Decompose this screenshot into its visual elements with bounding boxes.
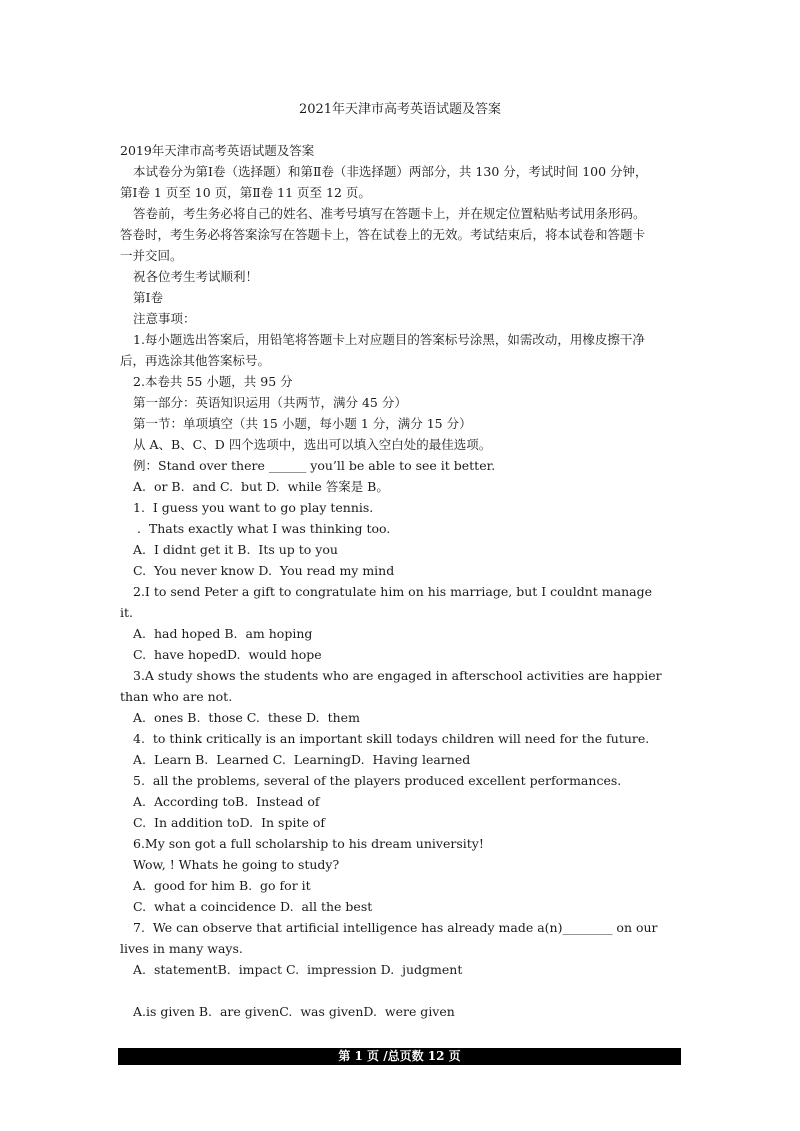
blank-line xyxy=(120,980,680,1001)
text-line: C. In addition toD. In spite of xyxy=(133,815,325,830)
text-line: 7. We can observe that artificial intelligence has already made a(n)________ on our xyxy=(133,920,658,935)
text-line: 第Ⅰ卷 xyxy=(133,290,163,305)
text-line: 注意事项： xyxy=(133,311,196,326)
text-line: 答卷前，考生务必将自己的姓名、准考号填写在答题卡上，并在规定位置粘贴考试用条形码。 xyxy=(133,206,646,221)
text-line: 1. I guess you want to go play tennis. xyxy=(133,500,374,515)
page-footer: 第 1 页 /总页数 12 页 xyxy=(118,1048,681,1065)
text-line: 2.本卷共 55 小题，共 95 分 xyxy=(133,374,293,389)
text-line: A. good for him B. go for it xyxy=(133,878,311,893)
text-line: 第一节：单项填空（共 15 小题，每小题 1 分，满分 15 分） xyxy=(133,416,472,431)
text-line: 1.每小题选出答案后，用铅笔将答题卡上对应题目的答案标号涂黑，如需改动，用橡皮擦干净 xyxy=(133,332,645,347)
text-line: 5. all the problems, several of the players produced excellent performances. xyxy=(133,773,622,788)
text-line: it. xyxy=(120,605,133,620)
text-line: 第一部分：英语知识运用（共两节，满分 45 分） xyxy=(133,395,407,410)
text-line: 4. to think critically is an important skill todays children will need for the future. xyxy=(133,731,650,746)
text-line: A. I didnt get it B. Its up to you xyxy=(133,542,338,557)
text-line: . Thats exactly what I was thinking too. xyxy=(133,521,391,536)
text-line: A. ones B. those C. these D. them xyxy=(133,710,360,725)
text-line: 后，再选涂其他答案标号。 xyxy=(120,353,271,368)
text-line: 从 A、B、C、D 四个选项中，选出可以填入空白处的最佳选项。 xyxy=(133,437,492,452)
text-line: 2019年天津市高考英语试题及答案 xyxy=(120,143,315,158)
text-line: A. or B. and C. but D. while 答案是 B。 xyxy=(133,479,389,494)
text-line: than who are not. xyxy=(120,689,233,704)
text-line: lives in many ways. xyxy=(120,941,243,956)
text-line: 一并交回。 xyxy=(120,248,183,263)
document-title: 2021年天津市高考英语试题及答案 xyxy=(298,102,502,117)
text-line: 3.A study shows the students who are engaged in afterschool activities are happier xyxy=(133,668,662,683)
text-line: 本试卷分为第Ⅰ卷（选择题）和第Ⅱ卷（非选择题）两部分，共 130 分，考试时间 100 分钟， xyxy=(133,164,648,179)
text-line: 答卷时，考生务必将答案涂写在答题卡上，答在试卷上的无效。考试结束后，将本试卷和答题卡 xyxy=(120,227,646,242)
text-line: 例：Stand over there ______ you’ll be able to see it better. xyxy=(133,458,496,473)
text-line: 6.My son got a full scholarship to his dream university! xyxy=(133,836,484,851)
text-line: 祝各位考生考试顺利！ xyxy=(133,269,259,284)
text-line: 2.I to send Peter a gift to congratulate him on his marriage, but I couldnt manage xyxy=(133,584,653,599)
text-line: A. statementB. impact C. impression D. judgment xyxy=(133,962,463,977)
text-line: Wow, ! Whats he going to study? xyxy=(133,857,340,872)
text-line: A.is given B. are givenC. was givenD. were given xyxy=(133,1004,455,1019)
text-line: C. what a coincidence D. all the best xyxy=(133,899,373,914)
text-line: A. had hoped B. am hoping xyxy=(133,626,313,641)
text-line: A. According toB. Instead of xyxy=(133,794,320,809)
document-body xyxy=(120,140,680,1022)
text-line: C. have hopedD. would hope xyxy=(133,647,322,662)
text-line: 第Ⅰ卷 1 页至 10 页，第Ⅱ卷 11 页至 12 页。 xyxy=(120,185,371,200)
text-line: A. Learn B. Learned C. LearningD. Having learned xyxy=(133,752,471,767)
text-line: C. You never know D. You read my mind xyxy=(133,563,395,578)
